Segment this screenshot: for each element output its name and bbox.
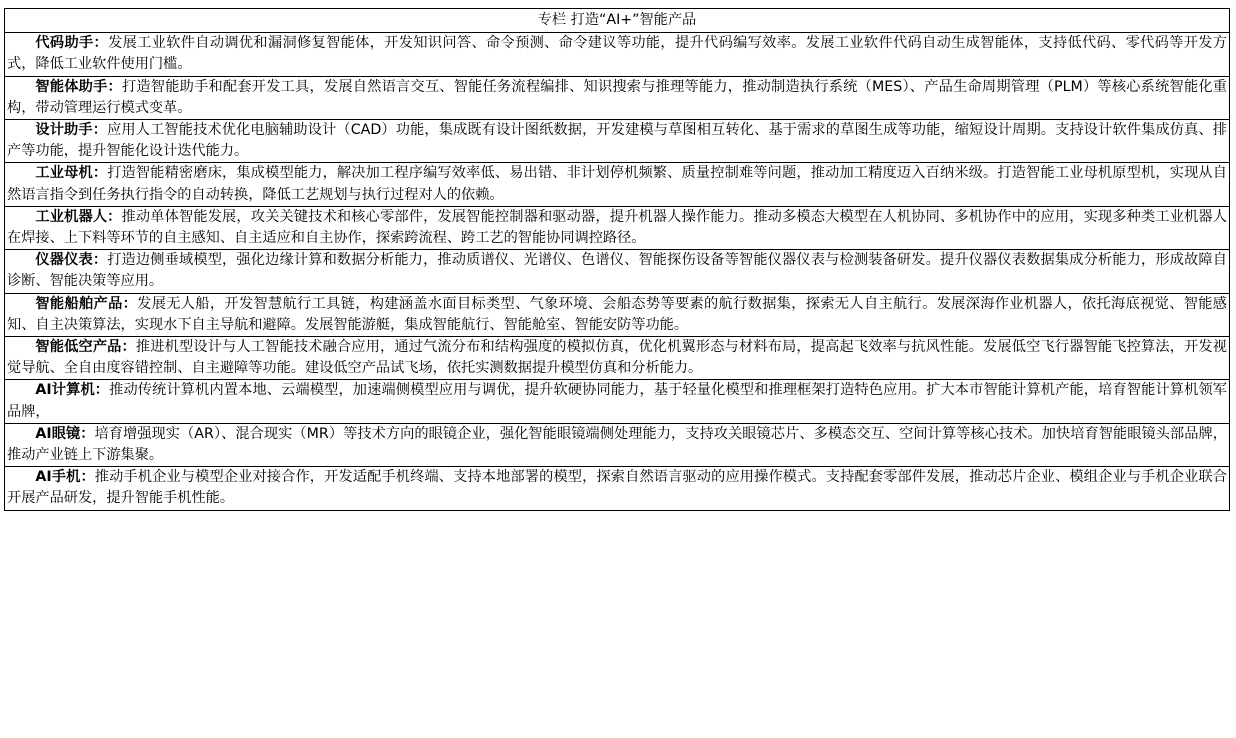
row-text: 推动手机企业与模型企业对接合作，开发适配手机终端、支持本地部署的模型，探索自然语言驱动的应用操作模式。支持配套零部件发展，推动芯片企业、模组企业与手机企业联合开展产品研发，提升智能手机性能。 bbox=[7, 469, 1227, 507]
row-ai-computer bbox=[5, 380, 1230, 423]
row-cell bbox=[5, 206, 1230, 249]
row-design-assistant bbox=[5, 120, 1230, 163]
row-cell bbox=[5, 467, 1230, 510]
row-text: 打造智能助手和配套开发工具，发展自然语言交互、智能任务流程编排、知识搜索与推理等能力，推动制造执行系统（MES）、产品生命周期管理（PLM）等核心系统智能化重构，带动管理运行模式变革。 bbox=[7, 78, 1227, 116]
row-smart-ship bbox=[5, 293, 1230, 336]
row-instruments bbox=[5, 250, 1230, 293]
row-text: 推动传统计算机内置本地、云端模型，加速端侧模型应用与调优，提升软硬协同能力，基于轻量化模型和推理框架打造特色应用。扩大本市智能计算机产能，培育智能计算机领军品牌， bbox=[7, 382, 1227, 420]
product-column-table bbox=[4, 8, 1230, 511]
row-text: 培育增强现实（AR）、混合现实（MR）等技术方向的眼镜企业，强化智能眼镜端侧处理能力，支持攻关眼镜芯片、多模态交互、空间计算等核心技术。加快培育智能眼镜头部品牌，推动产业链上下游集聚。 bbox=[7, 425, 1227, 464]
row-text: 打造边侧垂域模型，强化边缘计算和数据分析能力，推动质谱仪、光谱仪、色谱仪、智能探伤设备等智能仪器仪表与检测装备研发。提升仪器仪表数据集成分析能力，形成故障自诊断、智能决策等应用。 bbox=[7, 252, 1227, 290]
row-term: AI手机： bbox=[35, 469, 95, 486]
row-low-altitude bbox=[5, 337, 1230, 380]
row-cell bbox=[5, 250, 1230, 293]
row-agent-assistant bbox=[5, 76, 1230, 119]
row-text: 发展工业软件自动调优和漏洞修复智能体，开发知识问答、命令预测、命令建议等功能，提升代码编写效率。发展工业软件代码自动生成智能体，支持低代码、零代码等开发方式，降低工业软件使用门槛。 bbox=[7, 35, 1227, 73]
row-text: 应用人工智能技术优化电脑辅助设计（CAD）功能，集成既有设计图纸数据，开发建模与草图相互转化、基于需求的草图生成等功能，缩短设计周期。支持设计软件集成仿真、排产等功能，提升智能化设计迭代能力。 bbox=[7, 122, 1227, 160]
row-text: 发展无人船，开发智慧航行工具链，构建涵盖水面目标类型、气象环境、会船态势等要素的航行数据集，探索无人自主航行。发展深海作业机器人，依托海底视觉、智能感知、自主决策算法，实现水下自主导航和避障。发展智能游艇，集成智能航行、智能舱室、智能安防等功能。 bbox=[7, 295, 1227, 333]
row-ai-glasses bbox=[5, 423, 1230, 466]
row-term: AI眼镜： bbox=[35, 425, 95, 442]
row-text: 推动单体智能发展，攻关关键技术和核心零部件，发展智能控制器和驱动器，提升机器人操作能力。推动多模态大模型在人机协同、多机协作中的应用，实现多种类工业机器人在焊接、上下料等环节的自主感知、自主适应和自主协作，探索跨流程、跨工艺的智能协同调控路径。 bbox=[7, 208, 1227, 247]
row-cell bbox=[5, 337, 1230, 380]
row-text: 推进机型设计与人工智能技术融合应用，通过气流分布和结构强度的模拟仿真，优化机翼形态与材料布局，提高起飞效率与抗风性能。发展低空飞行器智能飞控算法，开发视觉导航、全自由度容错控制、自主避障等功能。建设低空产品试飞场，依托实测数据提升模型仿真和分析能力。 bbox=[7, 339, 1227, 377]
row-term: 设计助手： bbox=[35, 122, 108, 139]
row-term: 工业机器人： bbox=[35, 208, 122, 225]
row-term: 工业母机： bbox=[35, 165, 108, 182]
row-cell bbox=[5, 423, 1230, 466]
row-term: 仪器仪表： bbox=[35, 252, 108, 269]
row-term: 智能低空产品： bbox=[35, 339, 136, 356]
row-text: 打造智能精密磨床，集成模型能力，解决加工程序编写效率低、易出错、非计划停机频繁、质量控制难等问题，推动加工精度迈入百纳米级。打造智能工业母机原型机，实现从自然语言指令到任务执行指令的自动转换，降低工艺规划与执行过程对人的依赖。 bbox=[7, 165, 1227, 203]
header-row bbox=[5, 9, 1230, 33]
row-term: 智能体助手： bbox=[35, 78, 122, 95]
row-cell bbox=[5, 293, 1230, 336]
row-industrial-robot bbox=[5, 206, 1230, 249]
row-term: 智能船舶产品： bbox=[35, 295, 138, 312]
row-term: 代码助手： bbox=[35, 35, 109, 52]
row-term: AI计算机： bbox=[35, 382, 110, 399]
row-cell bbox=[5, 33, 1230, 76]
row-code-assistant bbox=[5, 33, 1230, 76]
column-title: 专栏 打造“AI+”智能产品 bbox=[5, 9, 1230, 33]
row-cell bbox=[5, 380, 1230, 423]
row-cell bbox=[5, 163, 1230, 206]
row-machine-tool bbox=[5, 163, 1230, 206]
row-cell bbox=[5, 120, 1230, 163]
row-ai-phone bbox=[5, 467, 1230, 510]
row-cell bbox=[5, 76, 1230, 119]
